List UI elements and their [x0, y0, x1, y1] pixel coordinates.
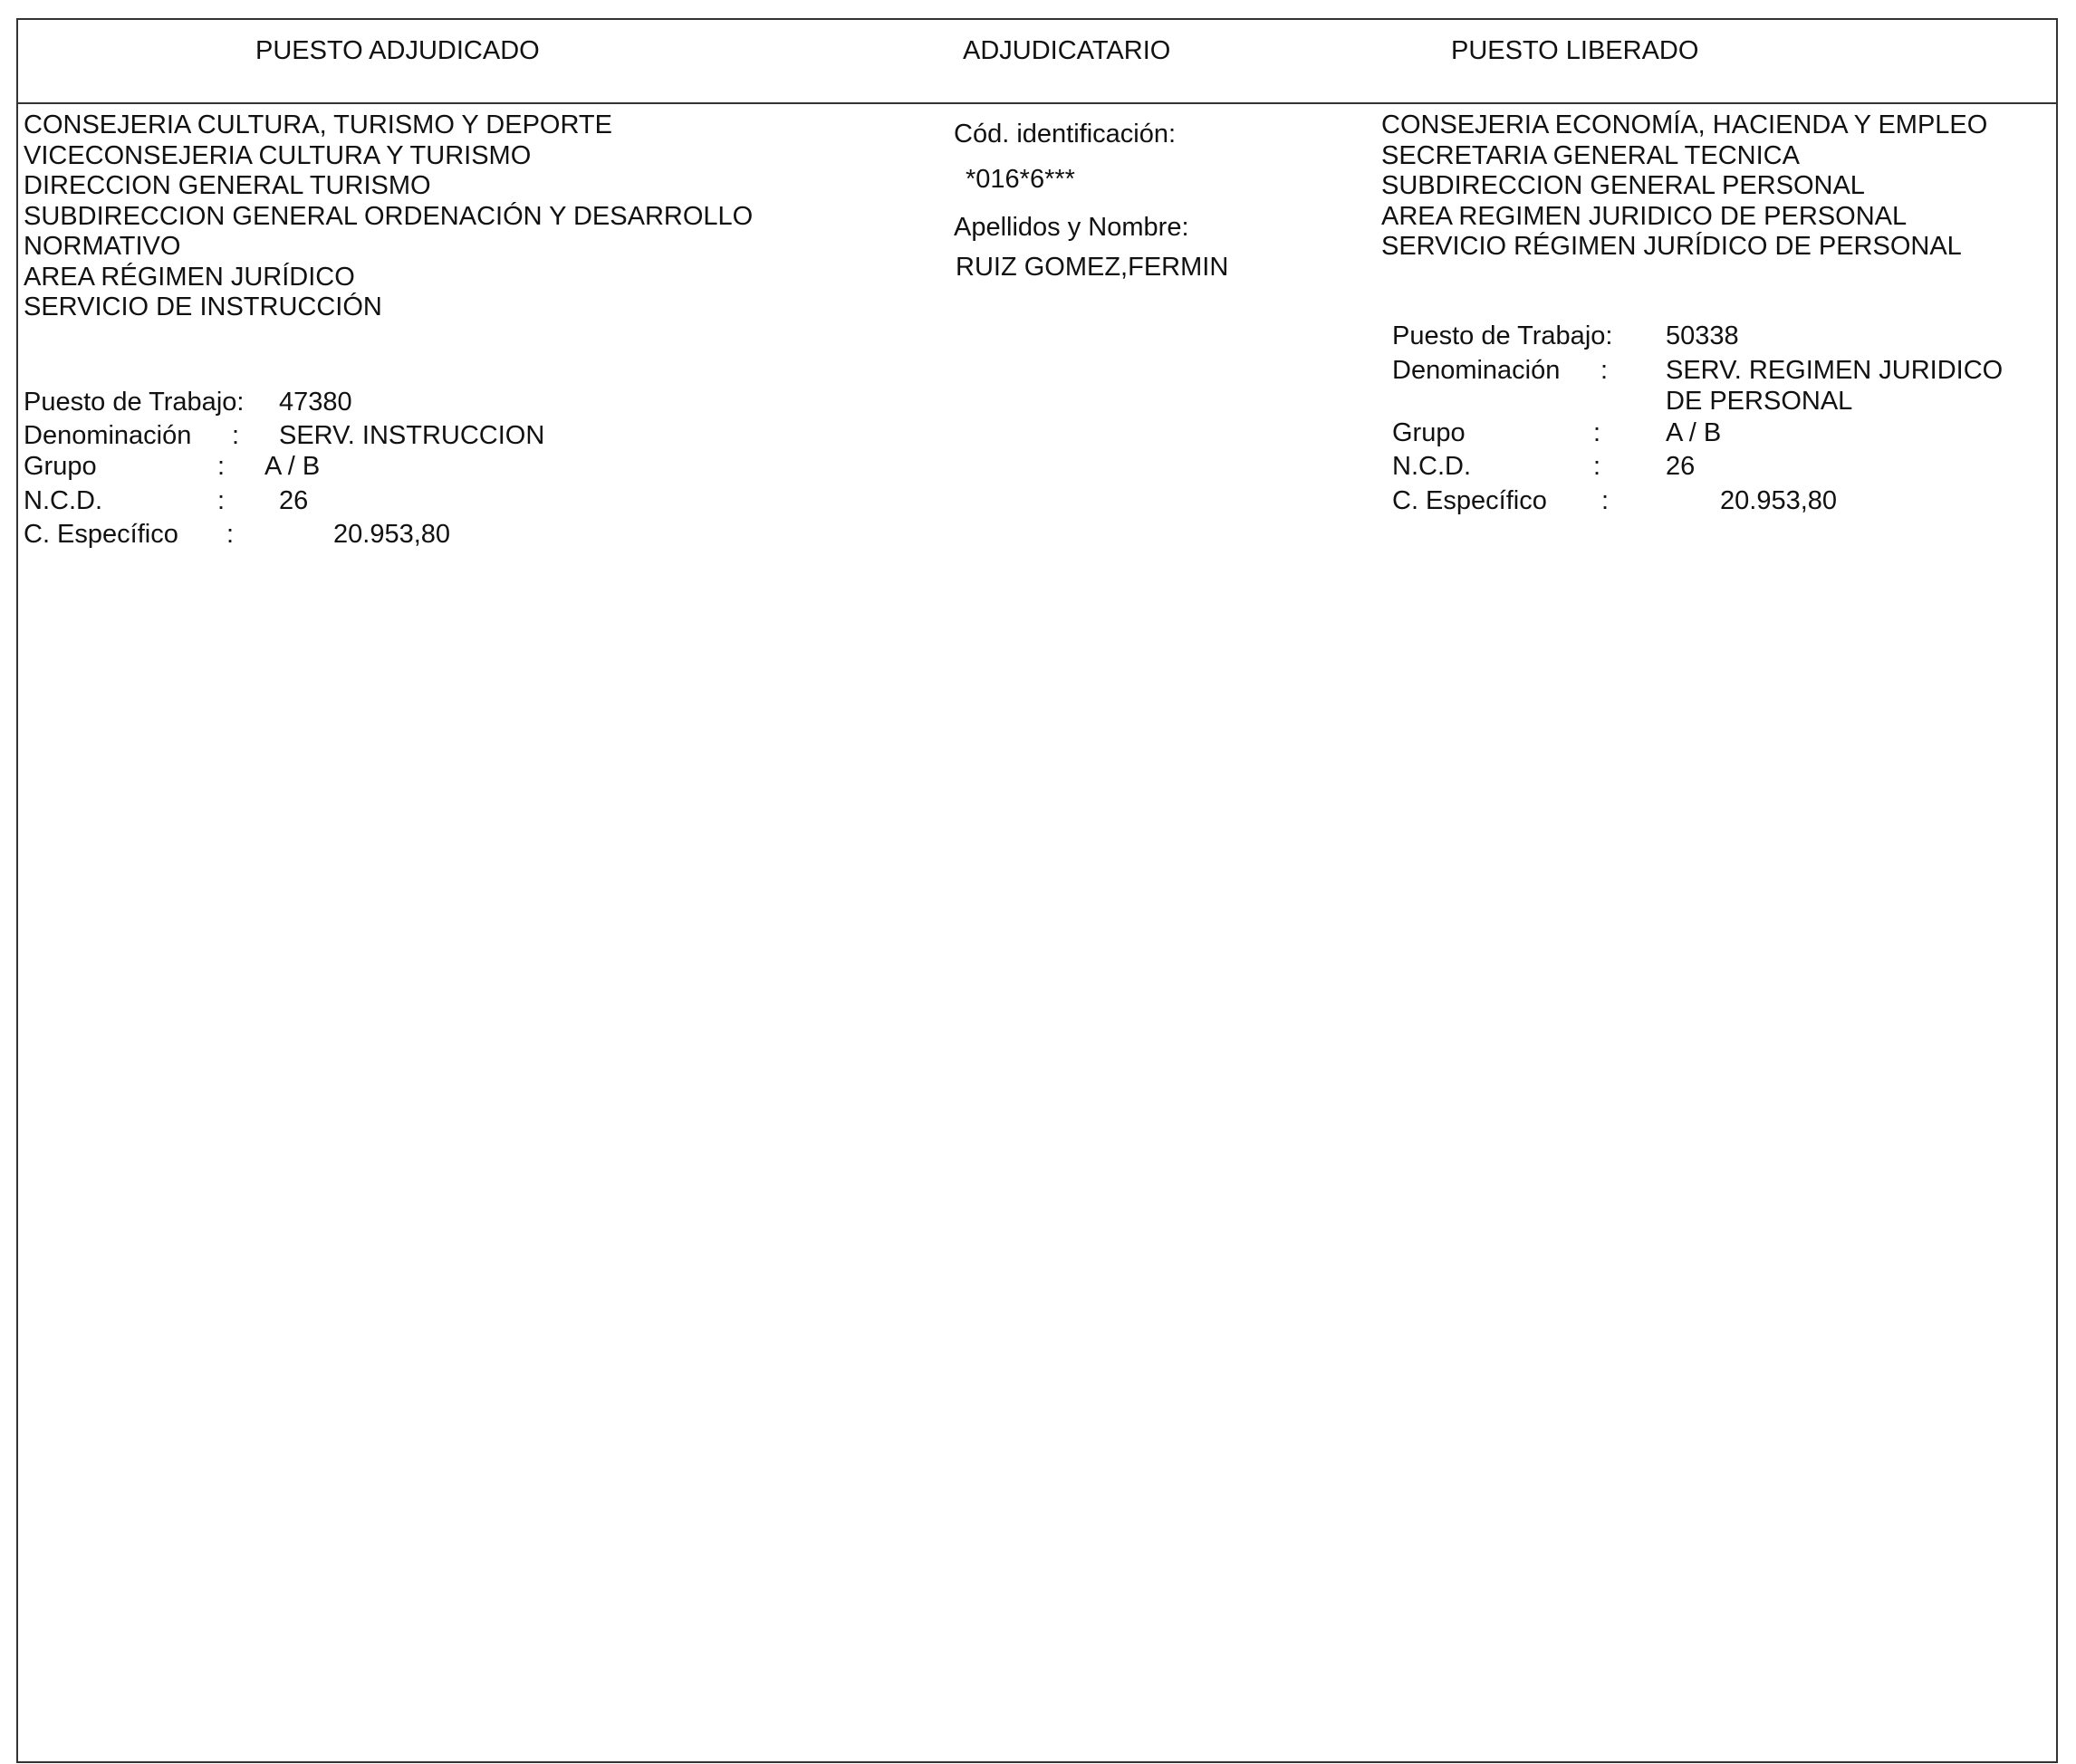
colon: :: [232, 421, 240, 450]
puesto-label: Puesto de Trabajo:: [24, 388, 245, 417]
grupo-value: A / B: [264, 452, 321, 481]
header-puesto-adjudicado: PUESTO ADJUDICADO: [255, 36, 540, 65]
denominacion-label: Denominación: [1392, 356, 1561, 385]
org-line: CONSEJERIA ECONOMÍA, HACIENDA Y EMPLEO: [1381, 110, 1988, 139]
colon: :: [1601, 486, 1610, 515]
cod-identificacion-label: Cód. identificación:: [954, 120, 1177, 149]
colon: :: [1593, 452, 1601, 481]
especifico-label: C. Específico: [24, 520, 178, 549]
org-line: NORMATIVO: [24, 232, 181, 261]
ncd-label: N.C.D.: [1392, 452, 1471, 481]
adjudicado-org-block: [24, 110, 753, 323]
grupo-label: Grupo: [1392, 418, 1466, 447]
colon: :: [217, 486, 226, 515]
nombre-label: Apellidos y Nombre:: [954, 213, 1189, 242]
ncd-value: 26: [279, 486, 309, 515]
org-line: SECRETARIA GENERAL TECNICA: [1381, 140, 1800, 170]
grupo-value: A / B: [1666, 418, 1722, 447]
org-line: VICECONSEJERIA CULTURA Y TURISMO: [24, 140, 532, 170]
denominacion-value-continued: DE PERSONAL: [1666, 387, 1853, 416]
org-line: SUBDIRECCION GENERAL ORDENACIÓN Y DESARROLLO: [24, 201, 754, 231]
denominacion-value: SERV. INSTRUCCION: [279, 421, 545, 450]
grupo-label: Grupo: [24, 452, 97, 481]
especifico-value: 20.953,80: [1720, 486, 1838, 515]
cod-identificacion-value: *016*6***: [966, 165, 1075, 194]
colon: :: [217, 452, 226, 481]
denominacion-label: Denominación: [24, 421, 192, 450]
header-puesto-liberado: PUESTO LIBERADO: [1451, 36, 1699, 65]
org-line: DIRECCION GENERAL TURISMO: [24, 171, 431, 200]
colon: :: [1593, 418, 1601, 447]
header-adjudicatario: ADJUDICATARIO: [963, 36, 1171, 65]
colon: :: [226, 520, 235, 549]
puesto-value: 47380: [279, 388, 352, 417]
liberado-org-block: [1381, 110, 1987, 263]
org-line: SERVICIO DE INSTRUCCIÓN: [24, 292, 382, 321]
colon: :: [1600, 356, 1609, 385]
puesto-value: 50338: [1666, 321, 1739, 350]
org-line: SERVICIO RÉGIMEN JURÍDICO DE PERSONAL: [1381, 232, 1962, 261]
nombre-value: RUIZ GOMEZ,FERMIN: [956, 253, 1229, 282]
header-divider: [16, 102, 2058, 104]
org-line: AREA REGIMEN JURIDICO DE PERSONAL: [1381, 201, 1908, 231]
ncd-label: N.C.D.: [24, 486, 102, 515]
puesto-label: Puesto de Trabajo:: [1392, 321, 1613, 350]
ncd-value: 26: [1666, 452, 1696, 481]
especifico-value: 20.953,80: [333, 520, 451, 549]
org-line: CONSEJERIA CULTURA, TURISMO Y DEPORTE: [24, 110, 612, 139]
org-line: SUBDIRECCION GENERAL PERSONAL: [1381, 171, 1865, 200]
especifico-label: C. Específico: [1392, 486, 1547, 515]
org-line: AREA RÉGIMEN JURÍDICO: [24, 262, 355, 292]
denominacion-value: SERV. REGIMEN JURIDICO: [1666, 356, 2004, 385]
